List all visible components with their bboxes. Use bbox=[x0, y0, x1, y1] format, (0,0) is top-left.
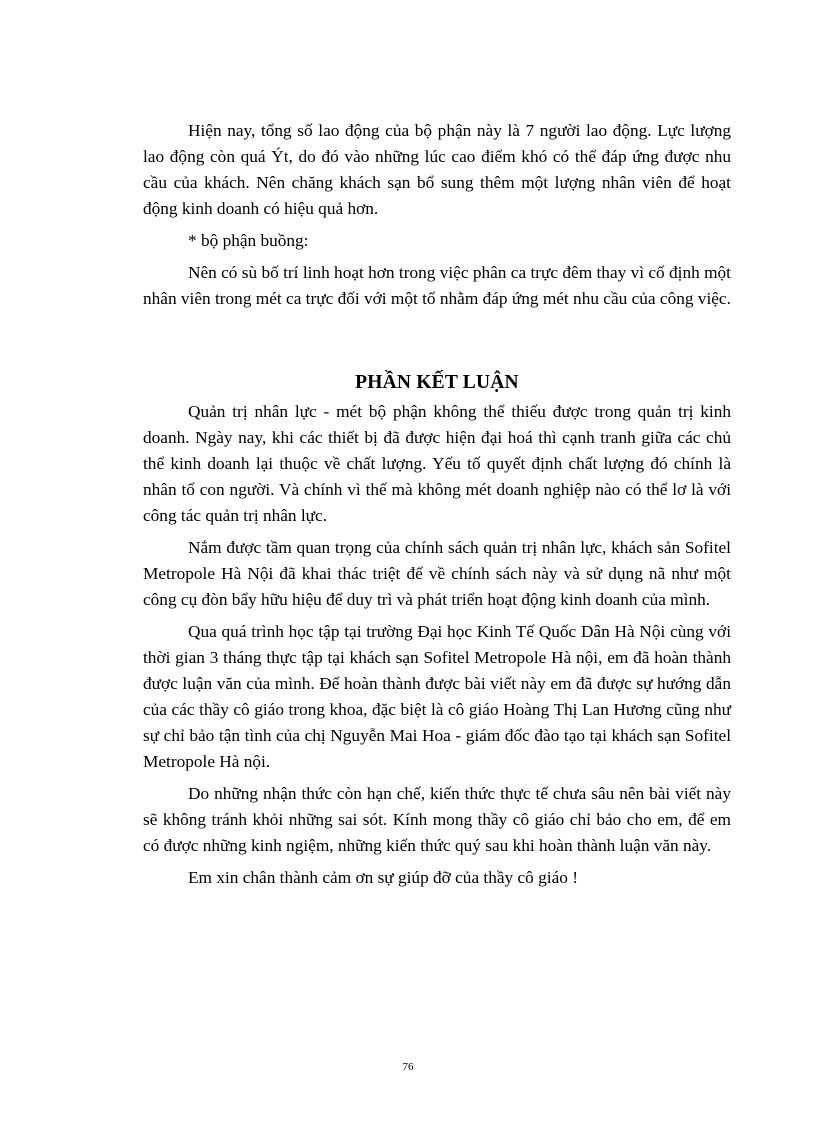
paragraph-room-department-label: * bộ phận buồng: bbox=[188, 231, 309, 250]
conclusion-heading: PHẦN KẾT LUẬN bbox=[355, 372, 519, 393]
page-number: 76 bbox=[402, 1061, 414, 1073]
paragraph-conclusion-3: Qua quá trình học tập tại trường Đại học Kinh Tế Quốc Dân Hà Nội cùng với thời gian 3 tháng thực tập tại khách sạn Sofitel Metropole Hà nội, em đã hoàn thành được luận văn của mình. Để hoàn thành được bài viết này em đã được sự hướng dẫn của các thầy cô giáo trong khoa, đặc biệt là cô giáo Hoàng Thị Lan Hương cũng như sự chỉ bảo tận tình của chị Nguyễn Mai Hoa - giám đốc đào tạo tại khách sạn Sofitel Metropole Hà nội. bbox=[143, 622, 731, 771]
paragraph-conclusion-2: Nắm được tầm quan trọng của chính sách quản trị nhân lực, khách sản Sofitel Metropole Hà Nội đã khai thác triệt để về chính sách này và sử dụng nã như một công cụ đòn bẩy hữu hiệu để duy trì và phát triển hoạt động kinh doanh của mình. bbox=[143, 538, 731, 609]
paragraph-room-department: Nên có sù bố trí linh hoạt hơn trong việc phân ca trực đêm thay vì cố định một nhân viên trong mét ca trực đối với một tổ nhằm đáp ứng mét nhu cầu của công việc. bbox=[143, 263, 731, 308]
document-page bbox=[143, 118, 731, 897]
paragraph-conclusion-1: Quản trị nhân lực - mét bộ phận không thể thiếu được trong quản trị kinh doanh. Ngày nay, khi các thiết bị đã được hiện đại hoá thì cạnh tranh giữa các chủ thể kinh doanh lại thuộc về chất lượng. Yếu tố quyết định chất lượng đó chính là nhân tố con người. Và chính vì thế mà không mét doanh nghiệp nào có thể lơ là với công tác quản trị nhân lực. bbox=[143, 402, 731, 525]
paragraph-conclusion-4: Do những nhận thức còn hạn chế, kiến thức thực tế chưa sâu nên bài viết này sẽ không tránh khỏi những sai sót. Kính mong thầy cô giáo chỉ bảo cho em, để em có được những kinh ngiệm, những kiến thức quý sau khi hoàn thành luận văn này. bbox=[143, 784, 731, 855]
paragraph-staffing: Hiện nay, tổng số lao động của bộ phận này là 7 người lao động. Lực lượng lao động còn quá Ýt, do đó vào những lúc cao điểm khó có thể đáp ứng được nhu cầu của khách. Nên chăng khách sạn bổ sung thêm một lượng nhân viên để hoạt động kinh doanh có hiệu quả hơn. bbox=[143, 121, 731, 218]
paragraph-thanks: Em xin chân thành cảm ơn sự giúp đỡ của thầy cô giáo ! bbox=[188, 868, 578, 887]
